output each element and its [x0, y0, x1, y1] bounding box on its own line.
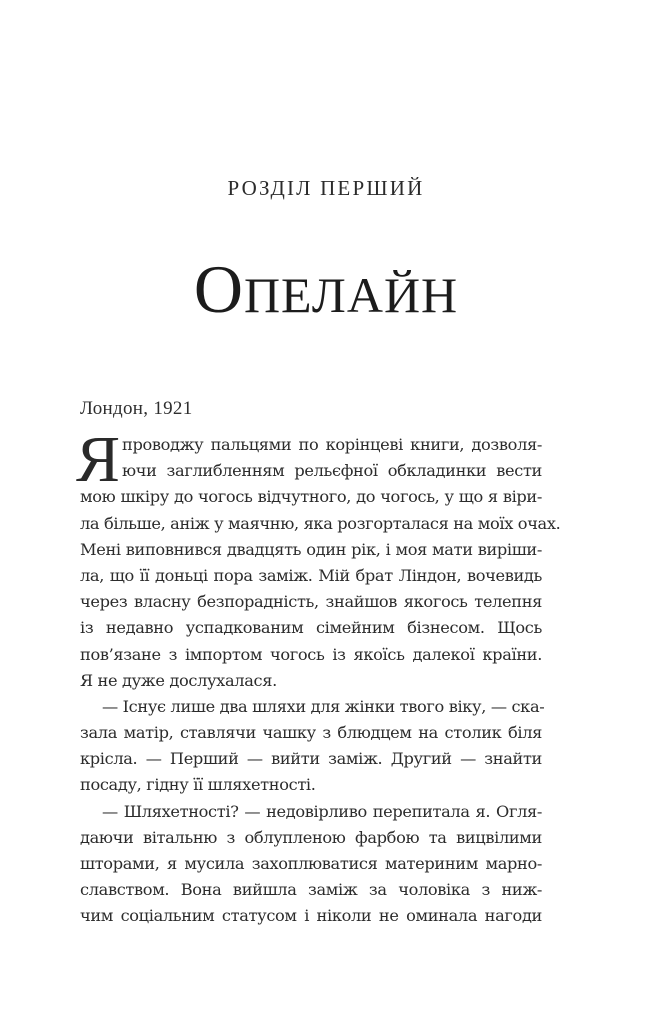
- drop-cap: Я: [76, 423, 121, 496]
- text-line: чим соціальним статусом і ніколи не оминала нагоди: [80, 906, 542, 926]
- text-line: проводжу пальцями по корінцеві книги, дозволя-: [122, 435, 542, 454]
- text-line: зала матір, ставлячи чашку з блюдцем на столик біля: [80, 723, 542, 743]
- body-text: [76, 423, 561, 930]
- chapter-title: [0, 251, 652, 327]
- text-line: — Шляхетності? — недовірливо перепитала я. Огля-: [102, 801, 542, 821]
- place-date: Лондон, 1921: [80, 398, 193, 419]
- text-line: ла, що її доньці пора заміж. Мій брат Ліндон, вочевидь: [80, 565, 542, 585]
- text-line: мою шкіру до чогось відчутного, до чогось, у що я віри-: [80, 487, 542, 507]
- text-line: даючи вітальню з облупленою фарбою та вицвілими: [80, 827, 542, 847]
- text-line: — Існує лише два шляхи для жінки твого віку, — ска-: [102, 696, 545, 716]
- text-line: посаду, гідну її шляхетності.: [80, 775, 316, 795]
- text-line: пов’язане з імпортом чогось із якоїсь далекої країни.: [80, 644, 542, 664]
- text-line: крісла. — Перший — вийти заміж. Другий — знайти: [80, 749, 542, 769]
- text-line: через власну безпорадність, знайшов якогось телепня: [80, 592, 542, 612]
- chapter-title-rest: ПЕЛАЙН: [243, 267, 459, 323]
- text-line: ючи заглибленням рельєфної обкладинки вести: [122, 461, 542, 481]
- text-line: шторами, я мусила захоплюватися материним марно-: [80, 854, 542, 873]
- text-line: Я не дуже дослухалася.: [80, 670, 277, 690]
- text-line: Мені виповнився двадцять один рік, і моя мати виріши-: [80, 539, 542, 559]
- chapter-label: РОЗДІЛ ПЕРШИЙ: [227, 176, 425, 200]
- text-line: ла більше, аніж у маячню, яка розгорталася на моїх очах.: [80, 513, 561, 533]
- chapter-title-initial: О: [193, 251, 244, 327]
- text-line: славством. Вона вийшла заміж за чоловіка з ниж-: [80, 880, 542, 900]
- text-line: із недавно успадкованим сімейним бізнесом. Щось: [80, 618, 542, 638]
